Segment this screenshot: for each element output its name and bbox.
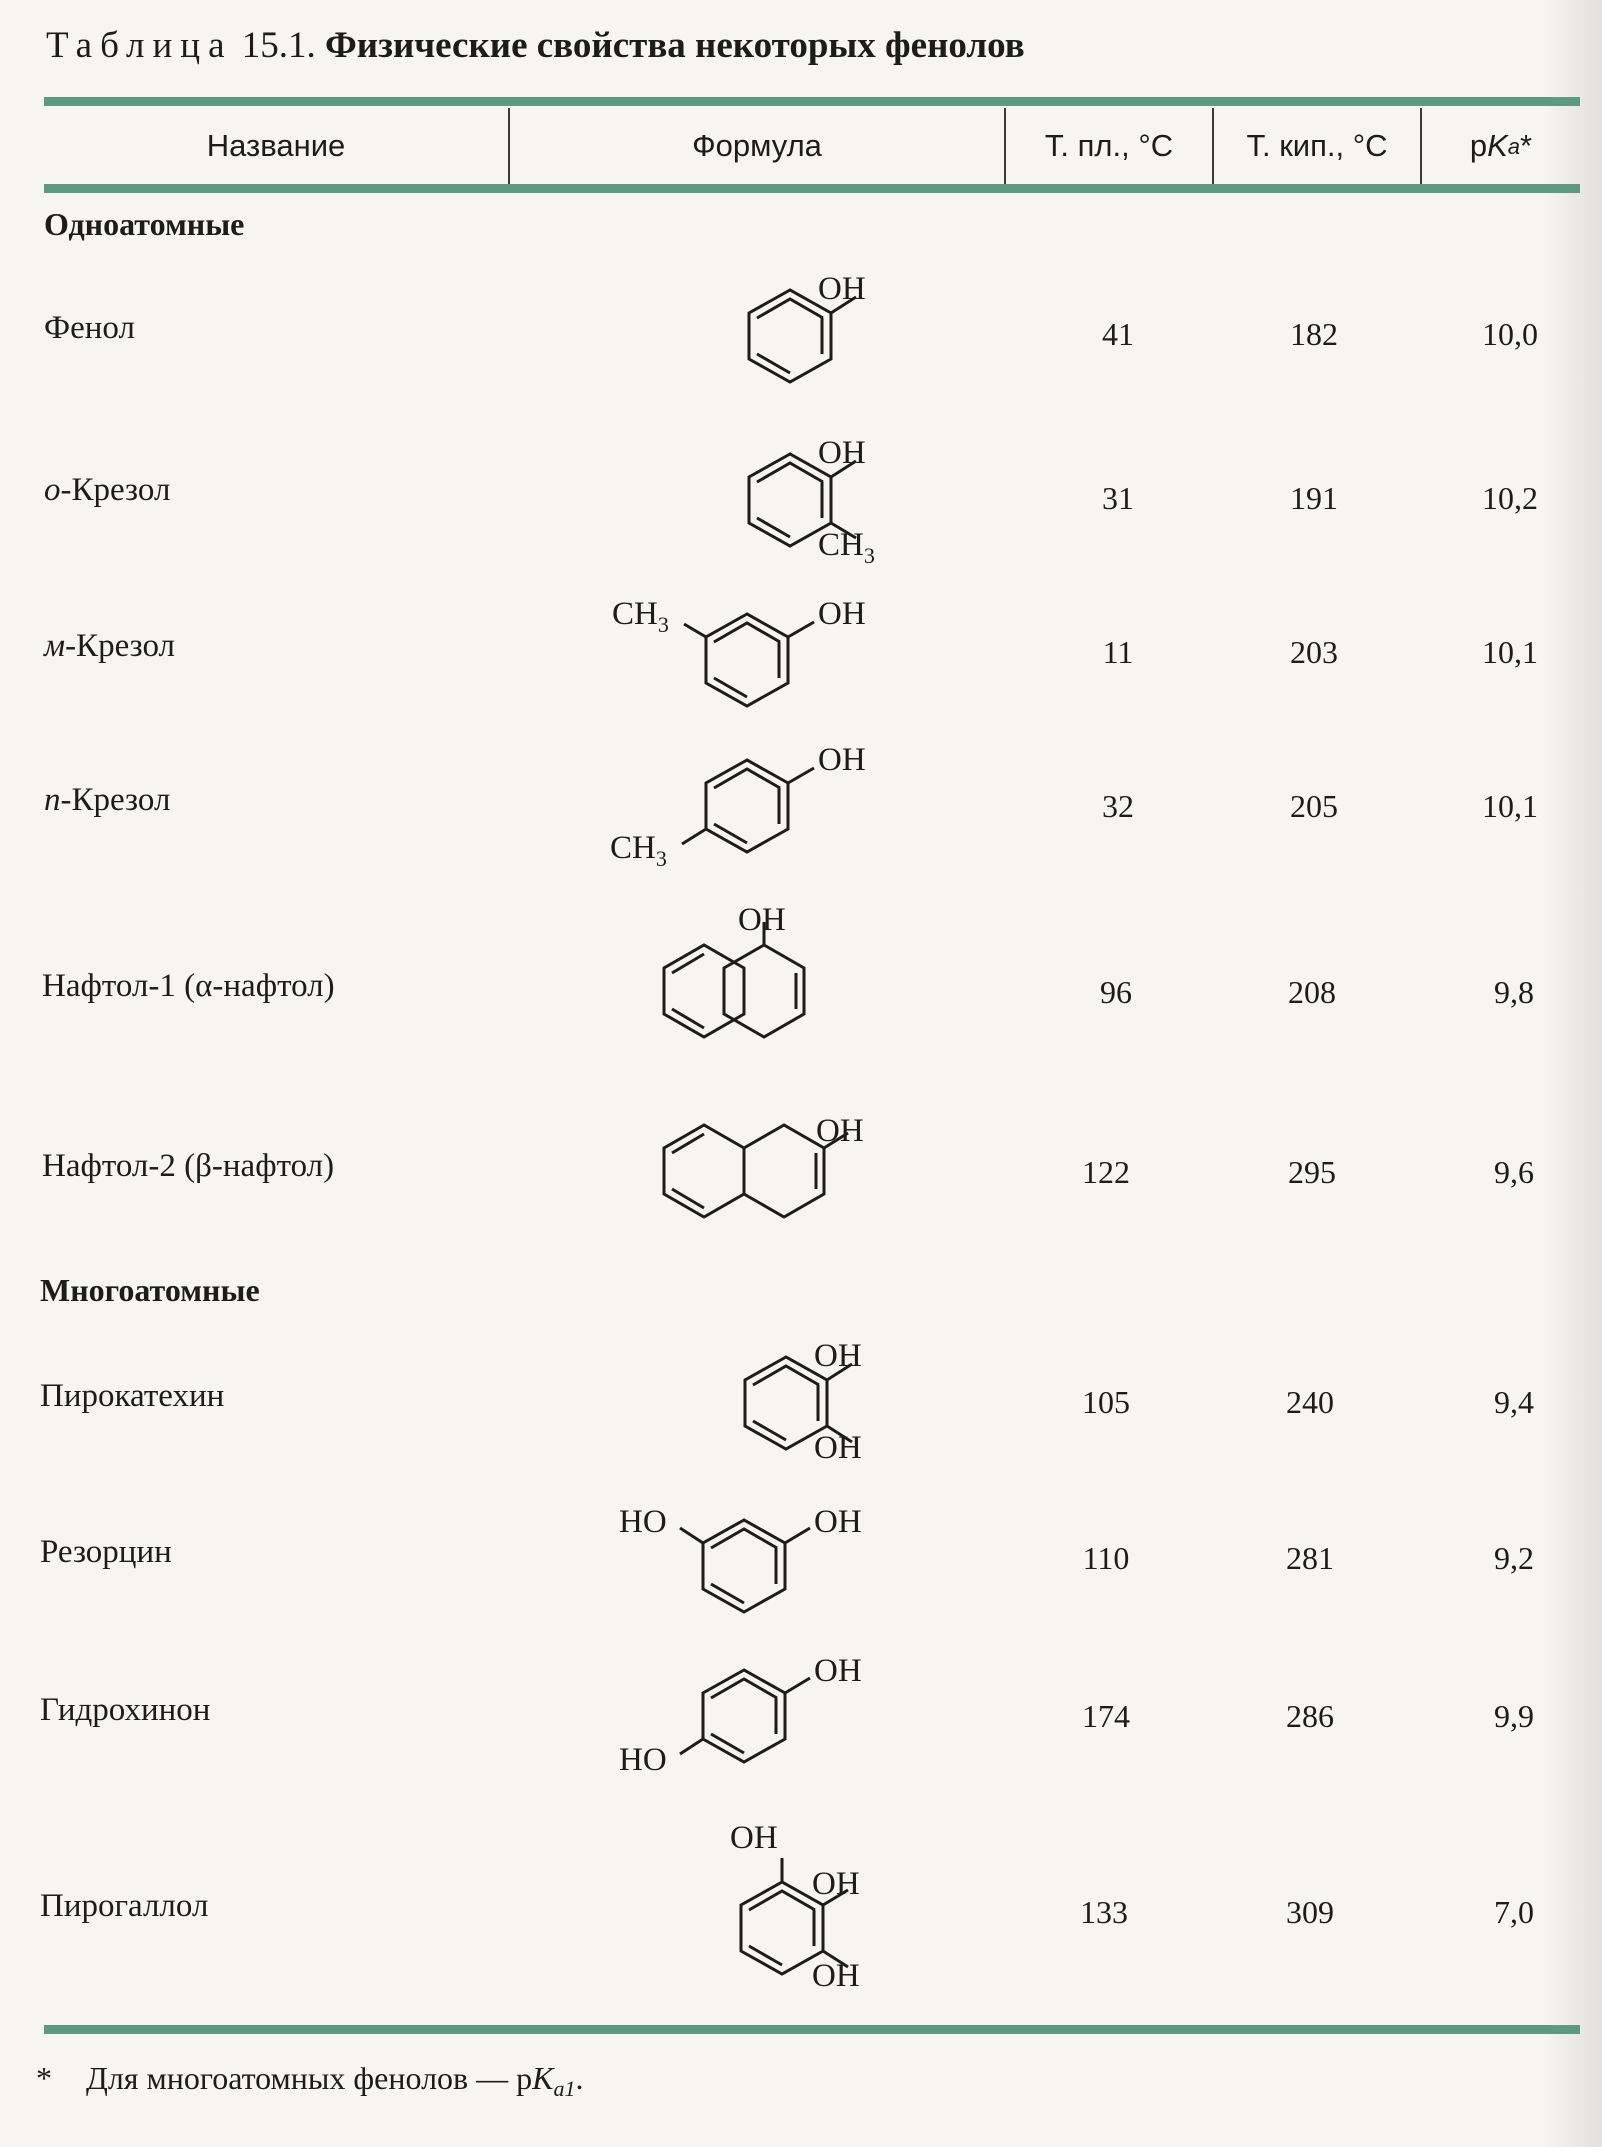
row-mp: 11: [1102, 634, 1134, 670]
formula-m-cresol: [600, 585, 910, 725]
label-ho: HO: [619, 1742, 667, 1778]
label-oh: OH: [814, 1430, 862, 1466]
row-bp: 208: [1288, 974, 1336, 1010]
label-oh: OH: [818, 742, 866, 778]
section-monoatomic: Одноатомные: [44, 206, 245, 242]
row-mp: 31: [1102, 480, 1134, 516]
header-mp-label: Т. пл., °С: [1044, 128, 1174, 163]
formula-naphthol-1: [600, 895, 820, 1075]
row-mp: 110: [1082, 1540, 1130, 1576]
row-mp: 105: [1082, 1384, 1130, 1420]
footnote-star: *: [36, 2060, 52, 2096]
row-name-hydroquinone: Гидрохинон: [40, 1692, 211, 1728]
row-mp: 122: [1082, 1154, 1130, 1190]
label-oh: OH: [730, 1820, 778, 1856]
label-oh: OH: [812, 1866, 860, 1902]
row-bp: 203: [1290, 634, 1338, 670]
header-formula-label: Формула: [692, 128, 822, 163]
label-oh: OH: [812, 1958, 860, 1990]
row-pka: 9,9: [1494, 1698, 1534, 1734]
label-ch3: $CH_3$: [612, 596, 669, 637]
row-name-resorcinol: Резорцин: [40, 1534, 172, 1570]
row-name-o-cresol: о-Крезол: [44, 472, 171, 508]
footnote-sub: a1: [553, 2076, 576, 2102]
header-pka-p: p: [1469, 128, 1488, 163]
row-name-phenol: Фенол: [44, 310, 135, 346]
header-pka: [1422, 108, 1580, 184]
formula-pyrogallol: [690, 1810, 910, 1990]
row-pka: 7,0: [1494, 1894, 1534, 1930]
header-pka-k: K: [1487, 128, 1508, 163]
label-oh: OH: [818, 435, 866, 471]
row-bp: 240: [1286, 1384, 1334, 1420]
row-bp: 295: [1288, 1154, 1336, 1190]
formula-phenol: [690, 260, 910, 400]
header-bp: [1214, 108, 1420, 184]
row-name-naphthol-2: Нафтол-2 (β-нафтол): [42, 1148, 335, 1184]
row-pka: 9,2: [1494, 1540, 1534, 1576]
label-ch3: $CH_3$: [818, 527, 875, 568]
row-pka: 10,2: [1482, 480, 1538, 516]
table-header: [44, 108, 1580, 184]
label-ho: HO: [619, 1504, 667, 1540]
header-mp: [1006, 108, 1212, 184]
header-name-label: Название: [206, 128, 346, 163]
row-bp: 182: [1290, 316, 1338, 352]
footnote-end: .: [575, 2060, 584, 2096]
header-bottom-rule: [44, 184, 1580, 193]
footnote-text: Для многоатомных фенолов — p: [86, 2060, 533, 2096]
row-pka: 9,8: [1494, 974, 1534, 1010]
label-oh: OH: [814, 1504, 862, 1540]
row-mp: 41: [1102, 316, 1134, 352]
top-rule: [44, 97, 1580, 106]
header-pka-sub: a: [1507, 133, 1521, 159]
row-pka: 10,0: [1482, 316, 1538, 352]
header-name: [44, 108, 508, 184]
row-pka: 9,4: [1494, 1384, 1534, 1420]
row-name-p-cresol: п-Крезол: [44, 782, 171, 818]
section-polyatomic: Многоатомные: [40, 1272, 260, 1308]
row-name-pyrocatechol: Пирокатехин: [40, 1378, 225, 1414]
header-pka-star: *: [1520, 128, 1533, 163]
bottom-rule: [44, 2025, 1580, 2034]
label-oh: OH: [818, 271, 866, 307]
caption-title: Физические свойства некоторых фенолов: [325, 25, 1025, 66]
label-oh: OH: [814, 1338, 862, 1374]
row-name-pyrogallol: Пирогаллол: [40, 1888, 209, 1924]
row-mp: 96: [1100, 974, 1132, 1010]
formula-hydroquinone: [610, 1645, 910, 1795]
header-formula: [510, 108, 1004, 184]
label-oh: OH: [738, 902, 786, 938]
row-mp: 133: [1080, 1894, 1128, 1930]
formula-pyrocatechol: [690, 1330, 910, 1480]
formula-naphthol-2: [600, 1090, 900, 1240]
label-oh: OH: [818, 596, 866, 632]
label-oh: OH: [816, 1113, 864, 1149]
formula-p-cresol: [600, 735, 910, 885]
row-bp: 309: [1286, 1894, 1334, 1930]
label-oh: OH: [814, 1653, 862, 1689]
row-pka: 9,6: [1494, 1154, 1534, 1190]
formula-o-cresol: [690, 425, 910, 575]
row-pka: 10,1: [1482, 788, 1538, 824]
footnote: [36, 2060, 583, 2103]
formula-resorcinol: [610, 1495, 910, 1635]
caption-number: 15.1.: [232, 25, 325, 66]
row-bp: 286: [1286, 1698, 1334, 1734]
table-caption: [46, 24, 1025, 67]
header-bp-label: Т. кип., °С: [1246, 128, 1388, 163]
row-mp: 32: [1102, 788, 1134, 824]
row-name-m-cresol: м-Крезол: [44, 628, 175, 664]
row-pka: 10,1: [1482, 634, 1538, 670]
row-bp: 191: [1290, 480, 1338, 516]
row-mp: 174: [1082, 1698, 1130, 1734]
row-name-naphthol-1: Нафтол-1 (α-нафтол): [42, 968, 335, 1004]
row-bp: 281: [1286, 1540, 1334, 1576]
footnote-k: K: [532, 2060, 554, 2096]
label-ch3: $CH_3$: [610, 830, 667, 871]
caption-label: Таблица: [46, 25, 233, 66]
row-bp: 205: [1290, 788, 1338, 824]
